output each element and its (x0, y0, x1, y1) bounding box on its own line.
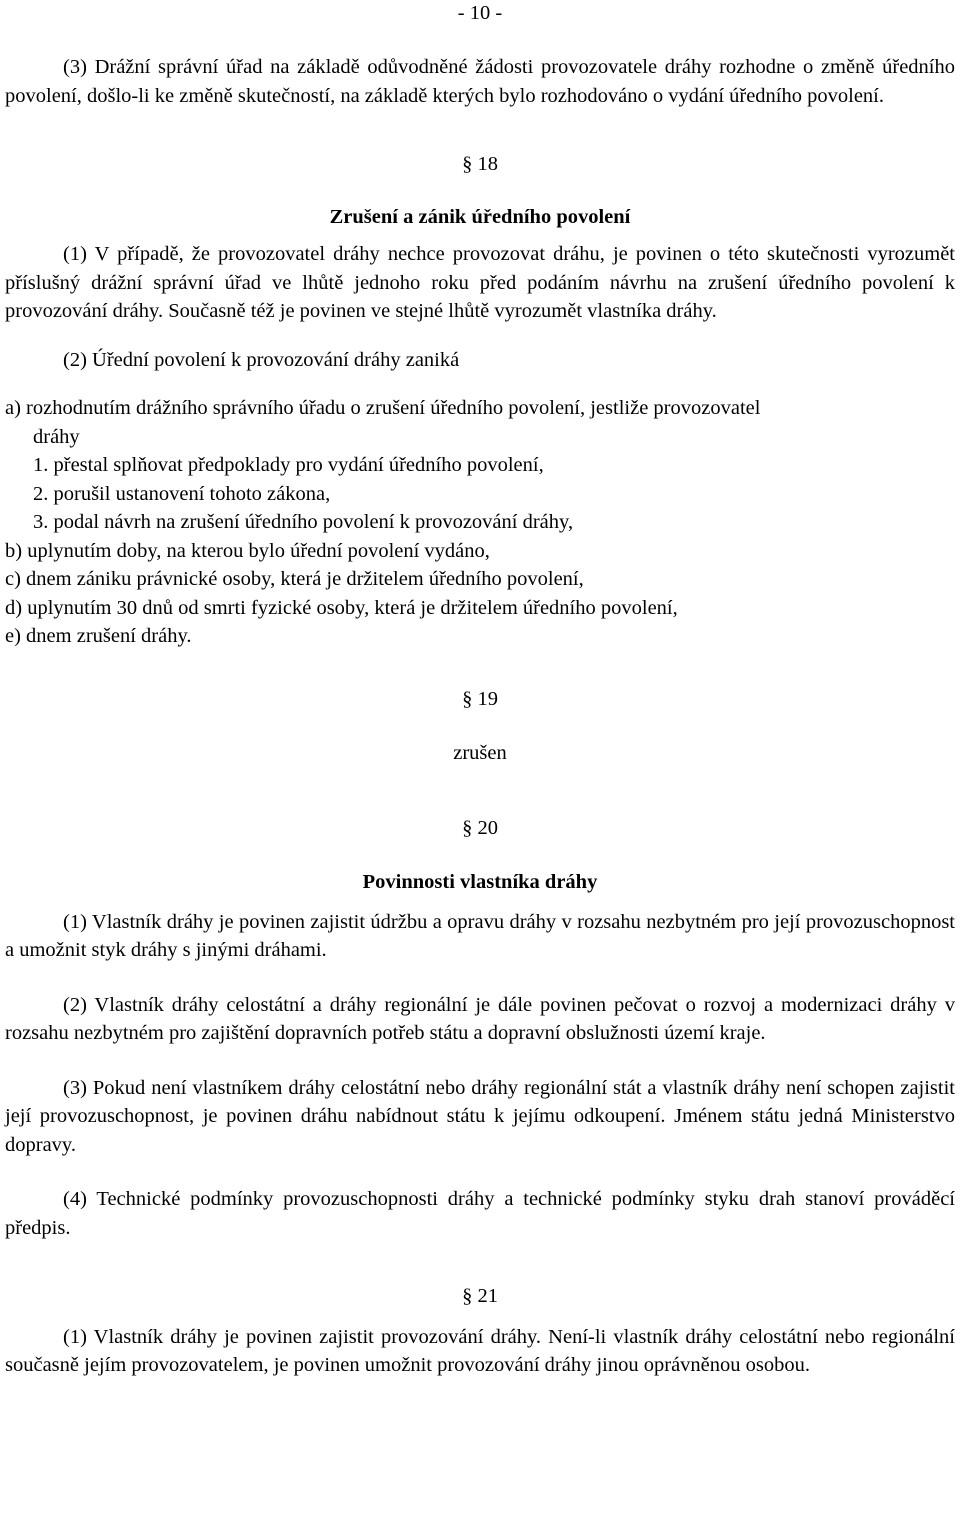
document-page (5, 0, 955, 1380)
paragraph-20-1: (1) Vlastník dráhy je povinen zajistit údržbu a opravu dráhy v rozsahu nezbytném pro její provozuschopnost a umožnit styk dráhy s jinými dráhami. (5, 910, 955, 961)
item-e: e) dnem zrušení dráhy. (5, 625, 192, 647)
section-18-title: Zrušení a zánik úředního povolení (329, 205, 631, 228)
item-a1: 1. přestal splňovat předpoklady pro vydání úředního povolení, (33, 454, 544, 476)
section-21-heading: § 21 (462, 1285, 498, 1307)
item-c: c) dnem zániku právnické osoby, která je držitelem úředního povolení, (5, 568, 584, 590)
section-18-heading: § 18 (462, 153, 498, 175)
item-a2: 2. porušil ustanovení tohoto zákona, (33, 482, 331, 505)
section-20-title: Povinnosti vlastníka dráhy (362, 871, 598, 893)
item-b: b) uplynutím doby, na kterou bylo úřední povolení vydáno, (5, 539, 490, 562)
paragraph-20-3: (3) Pokud není vlastníkem dráhy celostátní nebo dráhy regionální stát a vlastník dráhy není schopen zajistit její provozuschopnost, je povinen dráhu nabídnout státu k jejímu odkoupení. Jménem státu jedná Ministerstvo dopravy. (5, 1076, 955, 1156)
paragraph-18-1: (1) V případě, že provozovatel dráhy nechce provozovat dráhu, je povinen o této skutečnosti vyrozumět příslušný drážní správní úřad ve lhůtě jednoho roku před podáním návrhu na zrušení úředního povolení k provozování dráhy. Současně též je povinen ve stejné lhůtě vyrozumět vlastníka dráhy. (5, 243, 955, 322)
item-a-line2: dráhy (33, 425, 80, 448)
paragraph-21-1: (1) Vlastník dráhy je povinen zajistit provozování dráhy. Není-li vlastník dráhy celostátní nebo regionální současně jejím provozovatelem, je povinen umožnit provozování dráhy jinou oprávněnou osobou. (5, 1325, 955, 1376)
paragraph-17-3: (3) Drážní správní úřad na základě odůvodněné žádosti provozovatele dráhy rozhodne o změně úředního povolení, došlo-li ke změně skutečností, na základě kterých bylo rozhodováno o vydání úředního povolení. (5, 56, 955, 107)
paragraph-20-4: (4) Technické podmínky provozuschopnosti dráhy a technické podmínky styku drah stanoví prováděcí předpis. (5, 1188, 955, 1239)
paragraph-18-2: (2) Úřední povolení k provozování dráhy zaniká (63, 348, 460, 371)
item-d: d) uplynutím 30 dnů od smrti fyzické osoby, která je držitelem úředního povolení, (5, 596, 678, 619)
page-number: - 10 - (457, 2, 503, 24)
item-a-line1: a) rozhodnutím drážního správního úřadu o zrušení úředního povolení, jestliže provozovatel (5, 397, 761, 419)
section-19-text: zrušen (453, 742, 507, 764)
section-20-heading: § 20 (462, 816, 498, 839)
paragraph-20-2: (2) Vlastník dráhy celostátní a dráhy regionální je dále povinen pečovat o rozvoj a modernizaci dráhy v rozsahu nezbytném pro zajištění dopravních potřeb státu a dopravní obslužnosti území kraje. (5, 993, 955, 1044)
section-19-heading: § 19 (462, 687, 498, 710)
item-a3: 3. podal návrh na zrušení úředního povolení k provozování dráhy, (33, 511, 574, 533)
